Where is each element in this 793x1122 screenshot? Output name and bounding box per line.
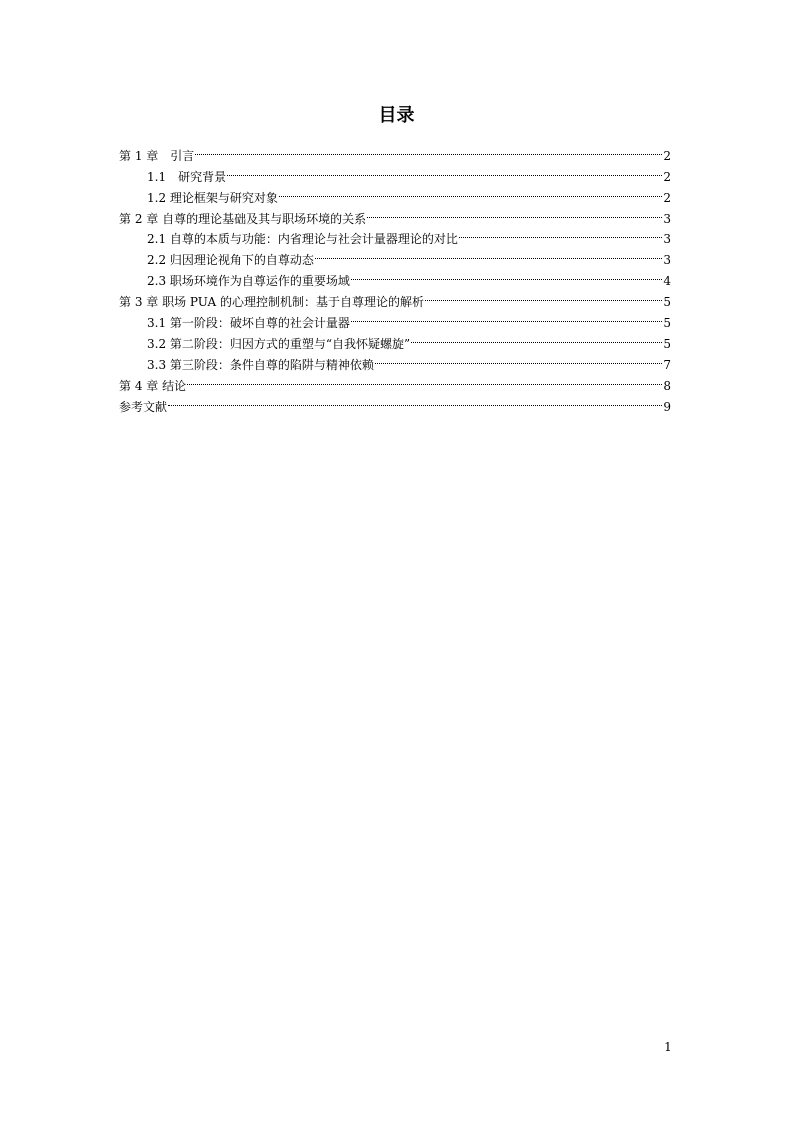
toc-entry-page: 7 — [663, 357, 671, 372]
toc-entry-chapter-1[interactable] — [119, 139, 671, 163]
toc-dot-leader — [425, 285, 662, 306]
toc-entry-page: 5 — [663, 316, 671, 331]
toc-dot-leader — [227, 160, 662, 181]
toc-entry-label: 3.2 第二阶段：归因方式的重塑与“自我怀疑螺旋” — [147, 336, 411, 351]
toc-entry-page: 5 — [663, 336, 671, 351]
toc-entry-page: 3 — [663, 211, 671, 226]
toc-dot-leader — [459, 223, 662, 244]
toc-entry-label: 第 1 章 引言 — [119, 148, 195, 163]
toc-entry-section-1-1[interactable] — [119, 160, 671, 184]
toc-entry-label: 第 2 章 自尊的理论基础及其与职场环境的关系 — [119, 211, 367, 226]
toc-dot-leader — [411, 327, 662, 348]
toc-entry-label: 1.1 研究背景 — [147, 169, 227, 184]
table-of-contents — [119, 139, 671, 414]
toc-entry-label: 第 4 章 结论 — [119, 378, 187, 393]
toc-dot-leader — [315, 243, 662, 264]
toc-entry-page: 4 — [663, 274, 671, 289]
toc-entry-label: 参考文献 — [119, 399, 168, 414]
toc-dot-leader — [187, 369, 662, 390]
toc-entry-label: 第 3 章 职场 PUA 的心理控制机制：基于自尊理论的解析 — [119, 295, 424, 310]
toc-entry-references[interactable] — [119, 390, 671, 414]
toc-title: 目录 — [378, 105, 415, 126]
page-number: 1 — [664, 1040, 672, 1054]
toc-entry-chapter-4[interactable] — [119, 369, 671, 393]
toc-dot-leader — [168, 390, 662, 411]
toc-entry-label: 3.1 第一阶段：破坏自尊的社会计量器 — [147, 316, 350, 331]
toc-entry-page: 9 — [663, 399, 671, 414]
toc-dot-leader — [195, 139, 662, 160]
toc-dot-leader — [351, 306, 662, 327]
toc-entry-page: 2 — [663, 148, 671, 163]
toc-entry-page: 2 — [663, 169, 671, 184]
toc-dot-leader — [279, 181, 662, 202]
toc-entry-page: 2 — [663, 190, 671, 205]
toc-entry-label: 2.1 自尊的本质与功能：内省理论与社会计量器理论的对比 — [147, 232, 458, 247]
toc-entry-label: 2.2 归因理论视角下的自尊动态 — [147, 253, 314, 268]
toc-entry-page: 3 — [663, 232, 671, 247]
toc-entry-label: 2.3 职场环境作为自尊运作的重要场域 — [147, 274, 350, 289]
toc-entry-page: 5 — [663, 295, 671, 310]
toc-entry-page: 8 — [663, 378, 671, 393]
toc-entry-label: 1.2 理论框架与研究对象 — [147, 190, 278, 205]
toc-entry-page: 3 — [663, 253, 671, 268]
toc-dot-leader — [375, 348, 662, 369]
toc-entry-label: 3.3 第三阶段：条件自尊的陷阱与精神依赖 — [147, 357, 374, 372]
toc-dot-leader — [367, 202, 662, 223]
toc-dot-leader — [351, 264, 662, 285]
